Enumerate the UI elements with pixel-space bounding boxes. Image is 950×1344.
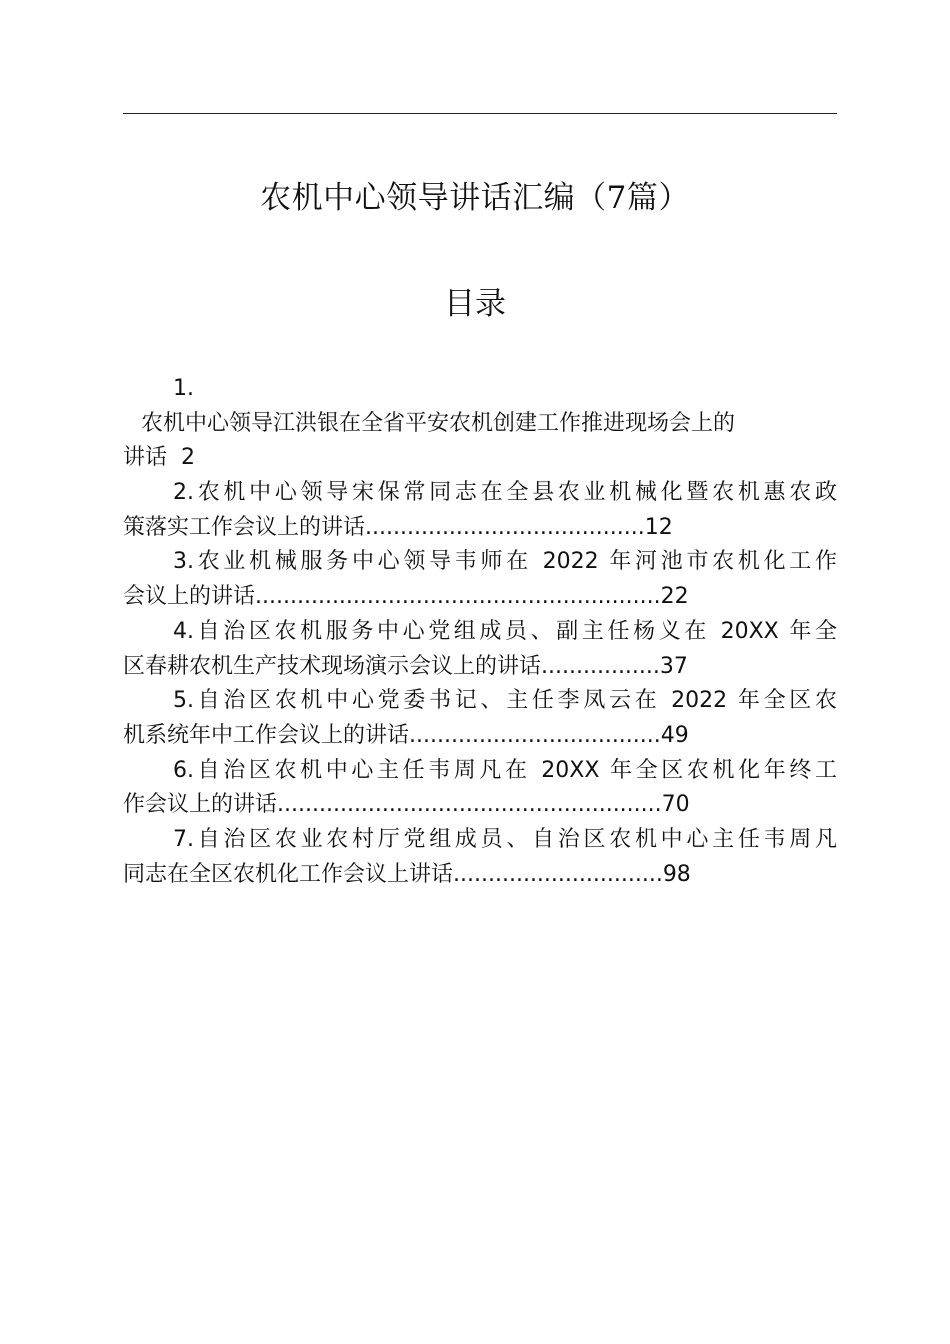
toc-entry-6[interactable] xyxy=(123,754,837,823)
toc-entry-title-end: 作会议上的讲话 xyxy=(123,792,278,818)
toc-heading: 目录 xyxy=(444,286,506,322)
toc-entry-title-line: 4.自治区农机服务中心党组成员、副主任杨义在 20XX 年全 xyxy=(173,618,837,644)
toc-entry-title-line: 3.农业机械服务中心领导韦师在 2022 年河池市农机化工作 xyxy=(173,549,837,575)
toc-entry-title-line: 5.自治区农机中心党委书记、主任李凤云在 2022 年全区农 xyxy=(173,688,837,714)
toc-entry-title-end: 策落实工作会议上的讲话 xyxy=(123,514,366,540)
document-title-main: 农机中心领导讲话汇编（ xyxy=(260,180,607,216)
toc-entry-4[interactable] xyxy=(123,615,837,684)
toc-entry-title-end: 机系统年中工作会议上的讲话 xyxy=(123,722,410,748)
toc-entry-title-end: 会议上的讲话 xyxy=(123,584,256,610)
toc-entry-title-line xyxy=(123,511,837,546)
toc-page-number: 49 xyxy=(660,722,689,748)
toc-entry-title-line xyxy=(123,650,837,685)
toc-page-number: 37 xyxy=(659,653,688,679)
toc-entry-title-end: 同志在全区农机化工作会议上讲话 xyxy=(123,861,454,887)
toc-dot-leader: .............................. xyxy=(453,861,663,887)
toc-entry-title-end: 讲话 xyxy=(123,445,168,471)
toc-dot-leader: ........................................ xyxy=(365,514,645,540)
toc-page-number: 22 xyxy=(660,584,689,610)
toc-page-number: 12 xyxy=(644,514,673,540)
toc-entry-title-line: 6.自治区农机中心主任韦周凡在 20XX 年全区农机化年终工 xyxy=(173,757,837,783)
toc-entry-title-line: 7.自治区农业农村厅党组成员、自治区农机中心主任韦周凡 xyxy=(173,826,837,852)
toc-dot-leader: ....................................................... xyxy=(277,792,662,818)
toc-entry-title-line xyxy=(123,788,837,823)
toc-entry-1[interactable] xyxy=(123,372,837,476)
toc-dot-leader: ................. xyxy=(541,653,660,679)
toc-entry-3[interactable] xyxy=(123,545,837,614)
toc-entry-title-line xyxy=(123,858,837,893)
document-title xyxy=(0,174,950,222)
document-title-count: 7 xyxy=(606,180,627,216)
toc-entry-title-line xyxy=(123,719,837,754)
toc-entry-title-line: 2.农机中心领导宋保常同志在全县农业机械化暨农机惠农政 xyxy=(173,480,837,506)
toc-dot-leader: .......................................................... xyxy=(255,584,661,610)
toc-entry-title-end: 区春耕农机生产技术现场演示会议上的讲话 xyxy=(123,653,542,679)
table-of-contents xyxy=(123,372,837,892)
toc-entry-title-line xyxy=(123,580,837,615)
toc-page-number: 2 xyxy=(181,445,196,471)
toc-entry-number: 1. xyxy=(173,376,194,401)
toc-page-number: 70 xyxy=(661,792,690,818)
toc-dot-leader: .................................... xyxy=(409,722,661,748)
toc-entry-2[interactable] xyxy=(123,476,837,545)
document-title-suffix: 篇） xyxy=(626,180,690,216)
toc-entry-7[interactable] xyxy=(123,823,837,892)
toc-entry-5[interactable] xyxy=(123,684,837,753)
header-rule xyxy=(123,113,837,114)
toc-page-number: 98 xyxy=(662,861,691,887)
toc-entry-title-line: 农机中心领导江洪银在全省平安农机创建工作推进现场会上的 xyxy=(141,410,736,436)
toc-entry-title-line xyxy=(123,441,837,476)
